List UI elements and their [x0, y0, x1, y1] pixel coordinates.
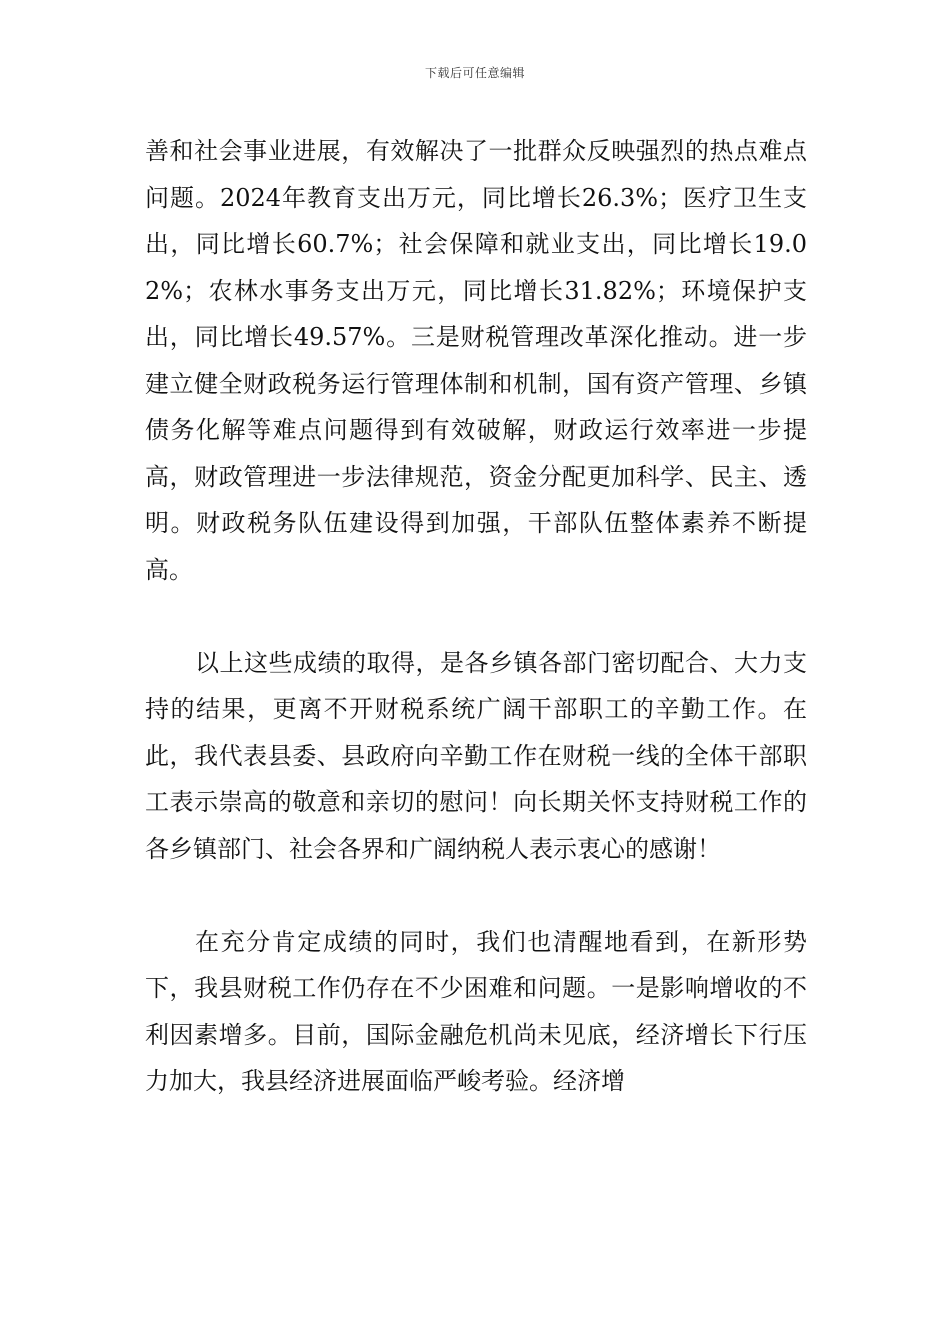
paragraph-continuation: 善和社会事业进展，有效解决了一批群众反映强烈的热点难点问题。2024年教育支出万元，同比增长26.3%；医疗卫生支出，同比增长60.7%；社会保障和就业支出，同比增长19.02%；农林水事务支出万元，同比增长31.82%；环境保护支出，同比增长49.57%。三是财税管理改革深化推动。进一步建立健全财政税务运行管理体制和机制，国有资产管理、乡镇债务化解等难点问题得到有效破解，财政运行效率进一步提高，财政管理进一步法律规范，资金分配更加科学、民主、透明。财政税务队伍建设得到加强，干部队伍整体素养不断提高。 [145, 137, 807, 584]
page-header-note: 下载后可任意编辑 [424, 66, 525, 80]
paragraph-acknowledgement: 以上这些成绩的取得，是各乡镇各部门密切配合、大力支持的结果，更离不开财税系统广阔干部职工的辛勤工作。在此，我代表县委、县政府向辛勤工作在财税一线的全体干部职工表示崇高的敬意和亲切的慰问！向长期关怀支持财税工作的各乡镇部门、社会各界和广阔纳税人表示衷心的感谢！ [145, 648, 807, 863]
paragraph-problems: 在充分肯定成绩的同时，我们也清醒地看到，在新形势下，我县财税工作仍存在不少困难和问题。一是影响增收的不利因素增多。目前，国际金融危机尚未见底，经济增长下行压力加大，我县经济进展面临严峻考验。经济增 [145, 927, 807, 1095]
document-body [145, 128, 807, 1105]
